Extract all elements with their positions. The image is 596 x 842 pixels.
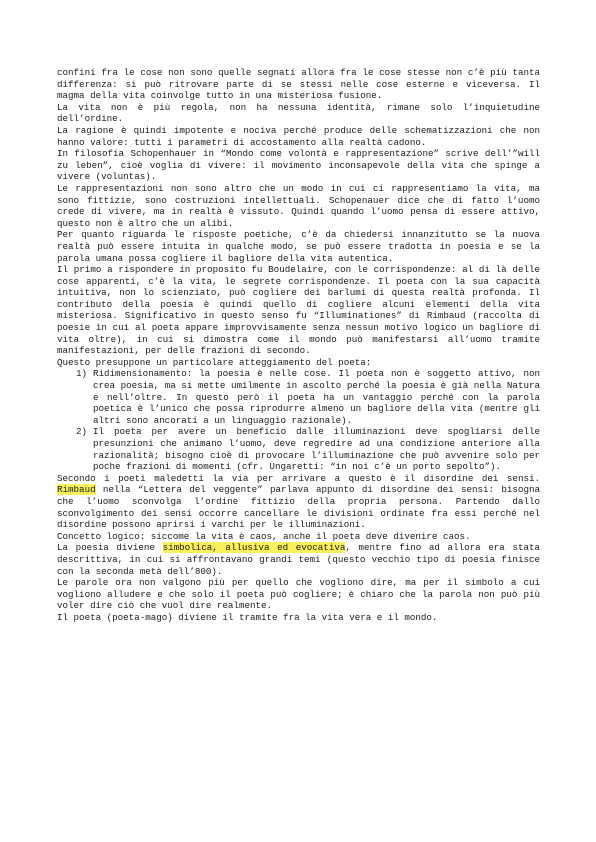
paragraph: confini fra le cose non sono quelle segnati allora fra le cose stesse non c’è più tanta differenza: si può ritrovare parte di se stessi nelle cose esterne e viceversa. Il magma della vita coinvolge tutto in una misteriosa fusione. (57, 67, 540, 102)
text-run: , mentre fino ad allora era stata descrittiva, in cui si affrontavano grandi temi (questo vecchio tipo di poesia finisce con la seconda metà dell’800). (57, 542, 540, 577)
paragraph: Questo presuppone un particolare atteggiamento del poeta: (57, 356, 372, 368)
paragraph: Per quanto riguarda le risposte poetiche, c’è da chiedersi innanzitutto se la nuova realtà può essere intuita in qualche modo, se può essere tradotta in poesia e se la parola umana possa cogliere il bagliore della vita autentica. (57, 229, 540, 264)
paragraph (57, 473, 540, 531)
paragraph: Concetto logico: siccome la vita è caos, anche il poeta deve divenire caos. (57, 530, 471, 542)
list-number: 1) (76, 368, 88, 380)
paragraph: La ragione è quindi impotente e nociva perché produce delle schematizzazioni che non hanno valore: tutti i parametri di accostamento alla realtà cadono. (57, 124, 540, 148)
paragraph: Il primo a rispondere in proposito fu Boudelaire, con le corrispondenze: al di là delle cose apparenti, c’è la vita, le segrete corrispondenze. Il poeta con la sua capacità intuitiva, non lo scienziato, può cogliere dei barlumi di questa realtà profonda. Il contributo della poesia è quindi quello di cogliere alcuni elementi della vita misteriosa. Significativo in questo senso fu “Illuminationes” di Rimbaud (raccolta di poesie in cui al poeta appare improvvisamente senza nessun motivo logico un bagliore di vita oltre), in cui si dimostra come il mondo può manifestarsi all’uomo tramite manifestazioni, per delle frazioni di secondo. (57, 264, 540, 357)
paragraph: Le parole ora non valgono più per quello che vogliono dire, ma per il simbolo a cui vogliono alludere e che solo il poeta può cogliere; è chiaro che la parola non può più voler dire ciò che vuol dire realmente. (57, 577, 540, 612)
paragraph (57, 542, 540, 577)
list-number: 2) (76, 426, 88, 438)
highlighted-text: Rimbaud (57, 484, 96, 496)
document-page (57, 67, 540, 624)
highlighted-text: simbolica, allusiva ed evocativa (162, 542, 346, 554)
paragraph: Le rappresentazioni non sono altro che un modo in cui ci rappresentiamo la vita, ma sono fittizie, sono costruzioni intellettuali. Schopenauer dice che di fatto l’uomo crede di vivere, ma in realtà è vissuto. Quindi quando l’uomo pensa di essere attivo, questo non è altro che un alibi. (57, 182, 540, 229)
list-item-text: Il poeta per avere un beneficio dalle illuminazioni deve spogliarsi delle presunzioni che animano l’uomo, deve regredire ad una condizione anteriore alla razionalità; bisogno cioè di provocare l’illuminazione che può avvenire solo per poche frazioni di momenti (cfr. Ungaretti: “in noi c’è un porto sepolto”). (93, 426, 540, 473)
paragraph: In filosofia Schopenhauer in “Mondo come volontà e rappresentazione” scrive dell’”will zu leben”, cioè voglia di vivere: il movimento inconsapevole della vita che spinge a vivere (voluntas). (57, 148, 540, 183)
paragraph: La vita non è più regola, non ha nessuna identità, rimane solo l’inquietudine dell’ordine. (57, 101, 540, 125)
text-run: nella “Lettera del veggente” parlava appunto di disordine dei sensi: bisogna che l’uomo sconvolga l’ordine fittizio della propria persona. Partendo dallo sconvolgimento dei sensi occorre cancellare le divisioni ordinate fra essi perché nel disordine possono aprirsi i varchi per le illuminazioni. (57, 484, 540, 531)
numbered-list (57, 368, 540, 472)
text-run: La poesia diviene (57, 542, 163, 554)
list-item (57, 426, 540, 472)
list-item (57, 368, 540, 426)
paragraph: Il poeta (poeta-mago) diviene il tramite fra la vita vera e il mondo. (57, 611, 438, 623)
list-item-text: Ridimensionamento: la poesia è nelle cose. Il poeta non è soggetto attivo, non crea poesia, ma si mette umilmente in ascolto perché la poesia è già nella Natura e nell’oltre. In questo però il poeta ha un vantaggio perché con la parola poetica è l’unico che possa riprodurre almeno un bagliore della vita (mentre gli altri sono ancorati a un linguaggio razionale). (93, 368, 540, 426)
text-run: Secondo i poeti maledetti la via per arrivare a questo è il disordine dei sensi. (57, 472, 540, 484)
